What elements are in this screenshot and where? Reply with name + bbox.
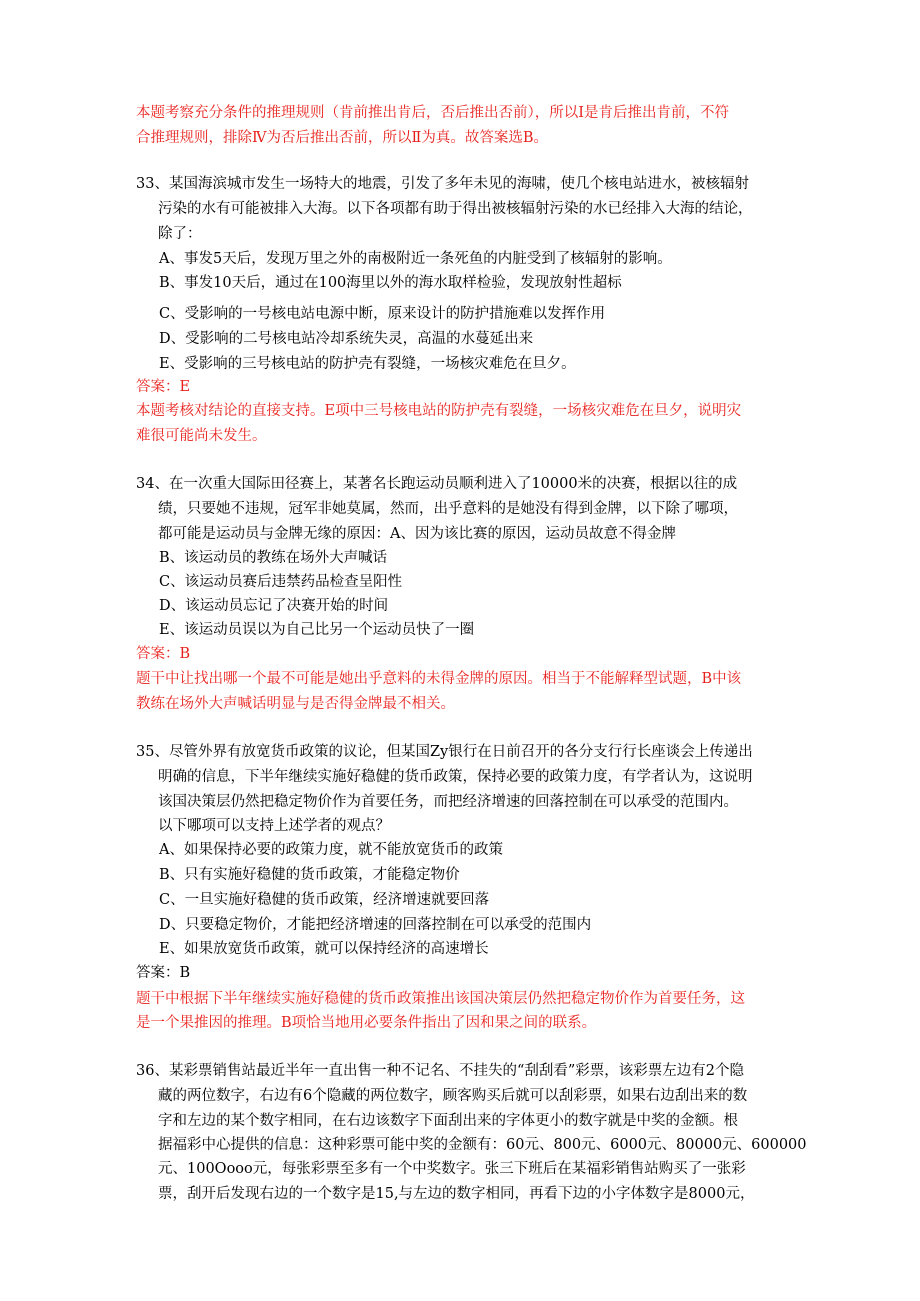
- answer-line: 难很可能尚未发生。: [136, 428, 267, 444]
- text-line: 据福彩中心提供的信息：这种彩票可能中奖的金额有：60元、800元、6000元、80000元、600000: [158, 1137, 807, 1153]
- answer-line: 答案：B: [136, 646, 191, 662]
- answer-line: 教练在场外大声喊话明显与是否得金牌最不相关。: [136, 696, 455, 712]
- text-line: D、只要稳定物价，才能把经济增速的回落控制在可以承受的范围内: [159, 917, 592, 933]
- text-line: D、该运动员忘记了决赛开始的时间: [159, 598, 389, 614]
- text-line: 字和左边的某个数字相同，在右边该数字下面刮出来的字体更小的数字就是中奖的金额。根: [158, 1113, 738, 1129]
- text-line: A、如果保持必要的政策力度，就不能放宽货币的政策: [159, 842, 503, 858]
- text-line: 都可能是运动员与金牌无缘的原因：A、因为该比赛的原因，运动员故意不得金牌: [158, 526, 676, 542]
- answer-line: 合推理规则，排除Ⅳ为否后推出否前，所以Ⅱ为真。故答案选B。: [136, 130, 548, 146]
- text-line: E、该运动员误以为自己比另一个运动员快了一圈: [159, 622, 475, 638]
- text-line: 34、在一次重大国际田径赛上，某著名长跑运动员顺利进入了10000米的决赛，根据以往的成: [136, 476, 738, 492]
- answer-line: 本题考察充分条件的推理规则（肯前推出肯后，否后推出否前），所以Ⅰ是肯后推出肯前，不符: [136, 105, 729, 121]
- text-line: 该国决策层仍然把稳定物价作为首要任务，而把经济增速的回落控制在可以承受的范围内。: [158, 794, 738, 810]
- text-line: B、事发10天后，通过在100海里以外的海水取样检验，发现放射性超标: [159, 275, 622, 291]
- text-line: 除了：: [158, 226, 202, 242]
- text-line: 票，刮开后发现右边的一个数字是15,与左边的数字相同，再看下边的小字体数字是8000元，: [158, 1186, 755, 1202]
- text-line: 元、100Oooo元，每张彩票至多有一个中奖数字。张三下班后在某福彩销售站购买了一张彩: [158, 1161, 746, 1177]
- answer-line: 是一个果推因的推理。B项恰当地用必要条件指出了因和果之间的联系。: [136, 1015, 597, 1031]
- answer-line: 本题考核对结论的直接支持。E项中三号核电站的防护壳有裂缝，一场核灾难危在旦夕，说明灾: [136, 403, 742, 419]
- answer-line: 题干中根据下半年继续实施好稳健的货币政策推出该国决策层仍然把稳定物价作为首要任务，这: [136, 991, 745, 1007]
- text-line: 藏的两位数字，右边有6个隐藏的两位数字，顾客购买后就可以刮彩票，如果右边刮出来的数: [158, 1088, 748, 1104]
- text-line: C、一旦实施好稳健的货币政策，经济增速就要回落: [159, 892, 490, 908]
- text-line: C、该运动员赛后违禁药品检查呈阳性: [159, 574, 403, 590]
- text-line: 以下哪项可以支持上述学者的观点？: [158, 818, 390, 834]
- text-line: 污染的水有可能被排入大海。以下各项都有助于得出被核辐射污染的水已经排入大海的结论，: [158, 201, 753, 217]
- text-line: 绩，只要她不违规，冠军非她莫属，然而，出乎意料的是她没有得到金牌，以下除了哪项，: [158, 501, 738, 517]
- text-line: C、受影响的一号核电站电源中断，原来设计的防护措施难以发挥作用: [159, 306, 606, 322]
- text-line: E、受影响的三号核电站的防护壳有裂缝，一场核灾难危在旦夕。: [159, 356, 576, 372]
- text-line: 答案：B: [136, 965, 191, 981]
- text-line: D、受影响的二号核电站冷却系统失灵，高温的水蔓延出来: [159, 331, 534, 347]
- text-line: B、该运动员的教练在场外大声喊话: [159, 550, 388, 566]
- text-line: 33、某国海滨城市发生一场特大的地震，引发了多年未见的海啸，使几个核电站进水，被核辐射: [136, 176, 749, 192]
- text-line: 36、某彩票销售站最近半年一直出售一种不记名、不挂失的“刮刮看”彩票，该彩票左边有2个隐: [136, 1063, 744, 1079]
- answer-line: 题干中让找出哪一个最不可能是她出乎意料的未得金牌的原因。相当于不能解释型试题，B中该: [136, 671, 742, 687]
- text-line: A、事发5天后，发现万里之外的南极附近一条死鱼的内脏受到了核辐射的影响。: [159, 251, 672, 267]
- text-line: 35、尽管外界有放宽货币政策的议论，但某国Zy银行在日前召开的各分支行行长座谈会上传递出: [136, 744, 753, 760]
- text-line: B、只有实施好稳健的货币政策，才能稳定物价: [159, 867, 460, 883]
- text-line: E、如果放宽货币政策，就可以保持经济的高速增长: [159, 941, 489, 957]
- text-line: 明确的信息，下半年继续实施好稳健的货币政策，保持必要的政策力度，有学者认为，这说明: [158, 769, 753, 785]
- answer-line: 答案：E: [136, 379, 191, 395]
